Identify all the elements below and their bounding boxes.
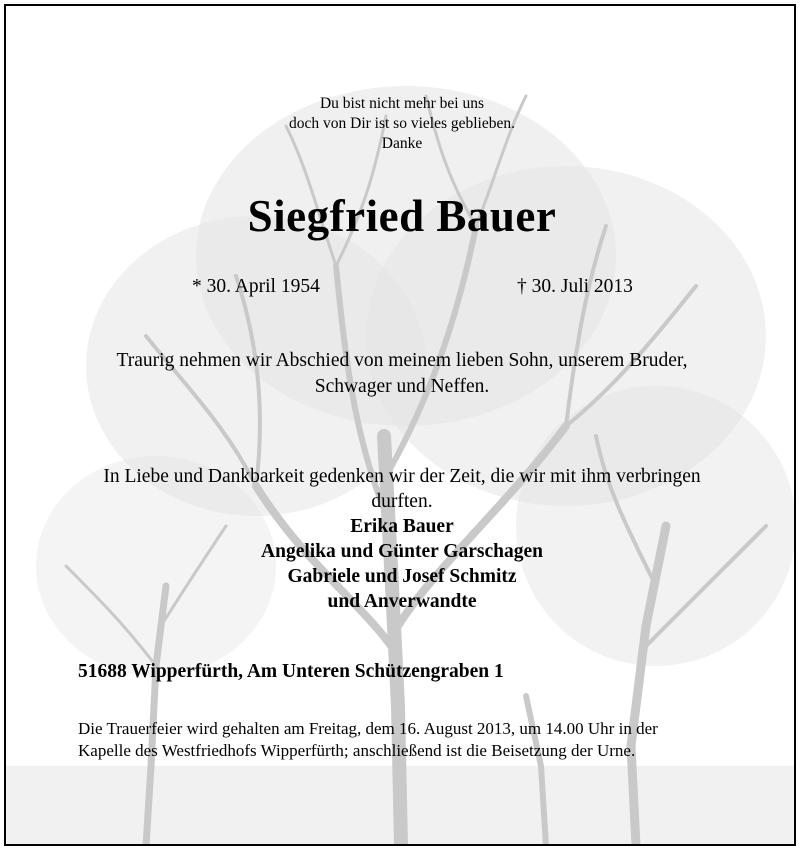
- mourner-name: Angelika und Günter Garschagen: [261, 541, 543, 562]
- memory-line: In Liebe und Dankbarkeit gedenken wir der Zeit, die wir mit ihm verbringen: [103, 466, 701, 487]
- death-date: † 30. Juli 2013: [517, 276, 633, 297]
- memory-text: [6, 464, 796, 514]
- motto: [6, 94, 796, 154]
- mourner-name: Erika Bauer: [350, 516, 454, 537]
- mourners-list: [6, 514, 796, 614]
- funeral-line: Kapelle des Westfriedhofs Wipperfürth; anschließend ist die Beisetzung der Urne.: [78, 741, 636, 760]
- mourning-line: Traurig nehmen wir Abschied von meinem lieben Sohn, unserem Bruder,: [116, 350, 688, 371]
- mourner-name: und Anverwandte: [327, 591, 477, 612]
- mourning-text: [6, 348, 796, 400]
- motto-line: doch von Dir ist so vieles geblieben.: [289, 115, 515, 132]
- birth-date: * 30. April 1954: [192, 276, 320, 297]
- funeral-line: Die Trauerfeier wird gehalten am Freitag, dem 16. August 2013, um 14.00 Uhr in der: [78, 719, 658, 738]
- memory-line: durften.: [371, 491, 433, 512]
- motto-line: Du bist nicht mehr bei uns: [319, 95, 485, 112]
- funeral-info: [78, 718, 768, 762]
- deceased-name: Siegfried Bauer: [247, 191, 557, 241]
- obituary-notice: [4, 4, 796, 846]
- mourner-name: Gabriele und Josef Schmitz: [287, 566, 517, 587]
- mourning-line: Schwager und Neffen.: [314, 376, 490, 397]
- family-address: 51688 Wipperfürth, Am Unteren Schützengraben 1: [78, 661, 504, 682]
- motto-line: Danke: [381, 135, 423, 152]
